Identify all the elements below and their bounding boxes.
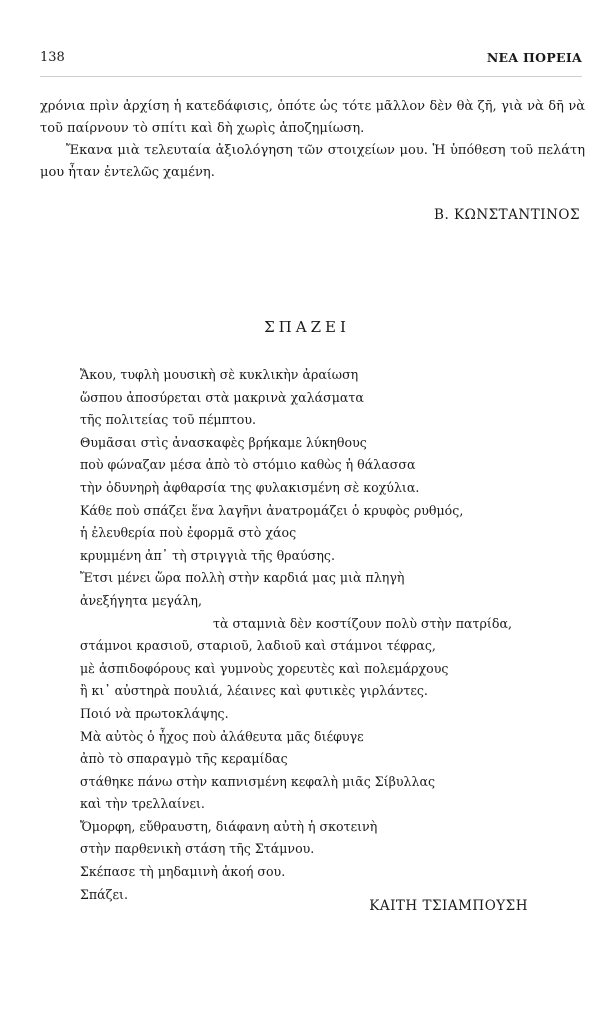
poem-author: ΚΑΙΤΗ ΤΣΙΑΜΠΟΥΣΗ xyxy=(369,898,528,914)
poem-body xyxy=(80,364,550,906)
poem-line: μὲ ἀσπιδοφόρους καὶ γυμνοὺς χορευτὲς καὶ πολεμάρχους xyxy=(80,660,449,676)
poem-line: Σπάζει. xyxy=(80,886,128,902)
page-number: 138 xyxy=(40,50,65,65)
prose-paragraph: χρόνια πρὶν ἀρχίση ἡ κατεδάφισις, ὁπότε ὡς τότε μᾶλλον δὲν θὰ ζῆ, γιὰ νὰ δῆ νὰ τοῦ παίρνουν τὸ σπίτι καὶ δὴ χωρὶς ἀποζημίωση. xyxy=(40,99,585,136)
poem-line: Κάθε ποὺ σπάζει ἕνα λαγῆνι ἀνατρομάζει ὁ κρυφὸς ρυθμός, xyxy=(80,502,464,518)
poem-line: Ἄκου, τυφλὴ μουσικὴ σὲ κυκλικὴν ἀραίωση xyxy=(80,367,359,382)
poem-line: τὴν ὀδυνηρὴ ἀφθαρσία της φυλακισμένη σὲ κοχύλια. xyxy=(80,479,420,495)
prose-author: Β. ΚΩΝΣΤΑΝΤΙΝΟΣ xyxy=(434,207,580,223)
poem-line: ἀνεξήγητα μεγάλη, xyxy=(80,592,202,608)
poem-line: τῆς πολιτείας τοῦ πέμπτου. xyxy=(80,412,257,428)
prose-section xyxy=(40,96,585,184)
poem-line: ὥσπου ἀποσύρεται στὰ μακρινὰ χαλάσματα xyxy=(80,389,364,405)
poem-line: ἡ ἐλευθερία ποὺ ἐφορμᾶ στὸ χάος xyxy=(80,525,297,541)
running-title: ΝΕΑ ΠΟΡΕΙΑ xyxy=(486,50,582,65)
poem-line: στάθηκε πάνω στὴν καπνισμένη κεφαλὴ μιᾶς Σίβυλλας xyxy=(80,773,436,789)
poem-line: ἢ κι᾿ αὐστηρὰ πουλιά, λέαινες καὶ φυτικὲς γιρλάντες. xyxy=(80,683,428,699)
page-header xyxy=(40,50,582,72)
poem-title: ΣΠΑΖΕΙ xyxy=(264,318,350,336)
poem-line: στὴν παρθενικὴ στάση τῆς Στάμνου. xyxy=(80,841,315,857)
poem-line: ἀπὸ τὸ σπαραγμὸ τῆς κεραμίδας xyxy=(80,751,288,767)
poem-line: Θυμᾶσαι στὶς ἀνασκαφὲς βρήκαμε λύκηθους xyxy=(80,434,367,450)
poem-line: Μὰ αὐτὸς ὁ ἦχος ποὺ ἀλάθευτα μᾶς διέφυγε xyxy=(80,728,364,744)
poem-line: καὶ τὴν τρελλαίνει. xyxy=(80,796,205,812)
poem-line: στάμνοι κρασιοῦ, σταριοῦ, λαδιοῦ καὶ στάμνοι τέφρας, xyxy=(80,638,436,654)
header-rule xyxy=(40,76,582,77)
poem-line: Ὄμορφη, εὔθραυστη, διάφανη αὐτὴ ἡ σκοτεινὴ xyxy=(80,818,378,834)
poem-line: κρυμμένη ἀπ᾿ τὴ στριγγιὰ τῆς θραύσης. xyxy=(80,547,335,563)
poem-line: Ποιό νὰ πρωτοκλάψης. xyxy=(80,705,229,721)
prose-paragraph: Ἔκανα μιὰ τελευταία ἀξιολόγηση τῶν στοιχείων μου. Ἡ ὑπόθεση τοῦ πελάτη μου ἦταν ἐντελῶς χαμένη. xyxy=(40,143,585,180)
poem-line: ποὺ φώναζαν μέσα ἀπὸ τὸ στόμιο καθὼς ἡ θάλασσα xyxy=(80,457,416,473)
poem-line: Ἔτσι μένει ὥρα πολλὴ στὴν καρδιά μας μιὰ πληγὴ xyxy=(80,570,405,586)
poem-line: Σκέπασε τὴ μηδαμινὴ ἀκοή σου. xyxy=(80,864,286,880)
poem-line: τὰ σταμνιὰ δὲν κοστίζουν πολὺ στὴν πατρίδα, xyxy=(213,615,512,631)
